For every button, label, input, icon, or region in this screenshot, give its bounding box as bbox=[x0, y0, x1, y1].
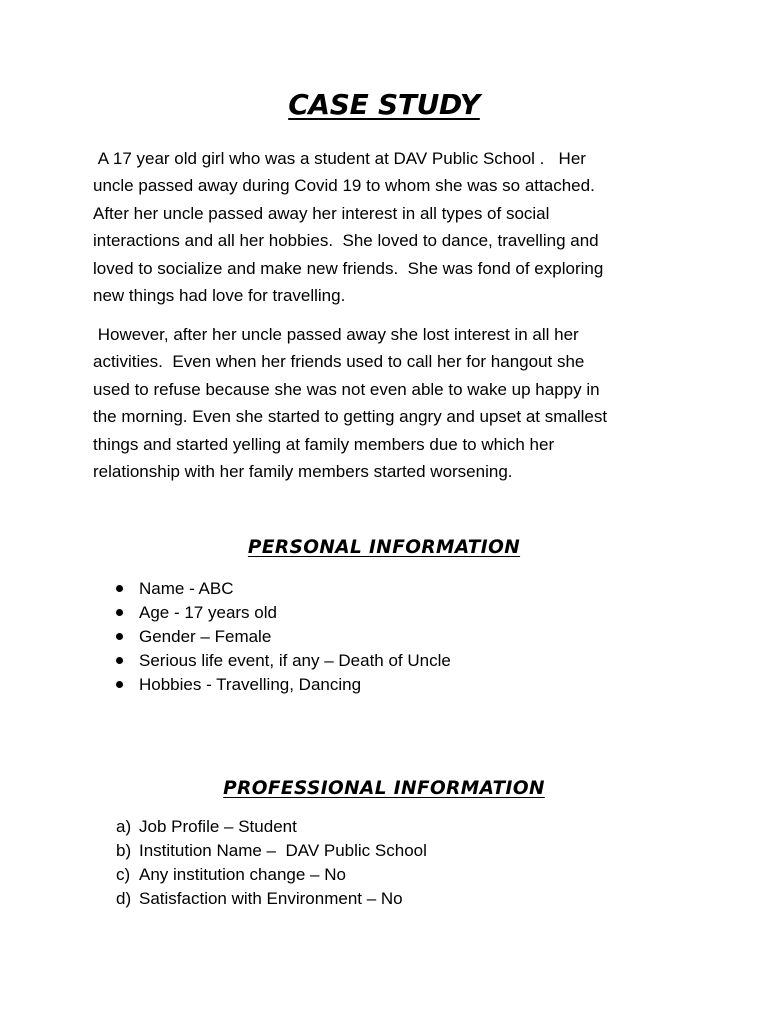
list-marker: a) bbox=[116, 817, 132, 836]
professional-information-list bbox=[0, 815, 768, 911]
professional-item-institution-change: Any institution change – No bbox=[139, 865, 346, 884]
bullet-icon bbox=[116, 681, 123, 688]
professional-item-job-profile: Job Profile – Student bbox=[139, 817, 297, 836]
personal-item-name: Name - ABC bbox=[139, 579, 234, 598]
list-marker: c) bbox=[116, 865, 131, 884]
personal-information-list bbox=[0, 577, 768, 697]
list-marker: d) bbox=[116, 889, 132, 908]
list-item bbox=[0, 601, 768, 625]
list-item bbox=[0, 649, 768, 673]
personal-item-gender: Gender – Female bbox=[139, 627, 272, 646]
list-item bbox=[0, 625, 768, 649]
bullet-icon bbox=[116, 657, 123, 664]
professional-item-institution-name: Institution Name – DAV Public School bbox=[139, 841, 427, 860]
personal-item-age: Age - 17 years old bbox=[139, 603, 277, 622]
personal-item-life-event: Serious life event, if any – Death of Uncle bbox=[139, 651, 451, 670]
bullet-icon bbox=[116, 609, 123, 616]
list-item bbox=[0, 863, 768, 887]
list-item bbox=[0, 815, 768, 839]
personal-item-hobbies: Hobbies - Travelling, Dancing bbox=[139, 675, 362, 694]
professional-information-heading: PROFESSIONAL INFORMATION bbox=[223, 778, 545, 799]
list-item bbox=[0, 887, 768, 911]
list-item bbox=[0, 839, 768, 863]
paragraph-however: However, after her uncle passed away she lost interest in all her activities. Even when her friends used to call her for hangout she used to refuse because she was not even able to wake up happy in the morning. Even she started to getting angry and upset at smallest things and started yelling at family members due to which her relationship with her family members started worsening. bbox=[93, 325, 608, 482]
bullet-icon bbox=[116, 633, 123, 640]
list-marker: b) bbox=[116, 841, 132, 860]
list-item bbox=[0, 577, 768, 601]
document-title: CASE STUDY bbox=[288, 88, 480, 121]
list-item bbox=[0, 673, 768, 697]
paragraph-intro: A 17 year old girl who was a student at DAV Public School . Her uncle passed away during Covid 19 to whom she was so attached. After her uncle passed away her interest in all types of social interactions and all her hobbies. She loved to dance, travelling and loved to socialize and make new friends. She was fond of exploring new things had love for travelling. bbox=[93, 149, 604, 306]
bullet-icon bbox=[116, 585, 123, 592]
personal-information-heading: PERSONAL INFORMATION bbox=[247, 537, 521, 558]
professional-item-satisfaction: Satisfaction with Environment – No bbox=[139, 889, 403, 908]
